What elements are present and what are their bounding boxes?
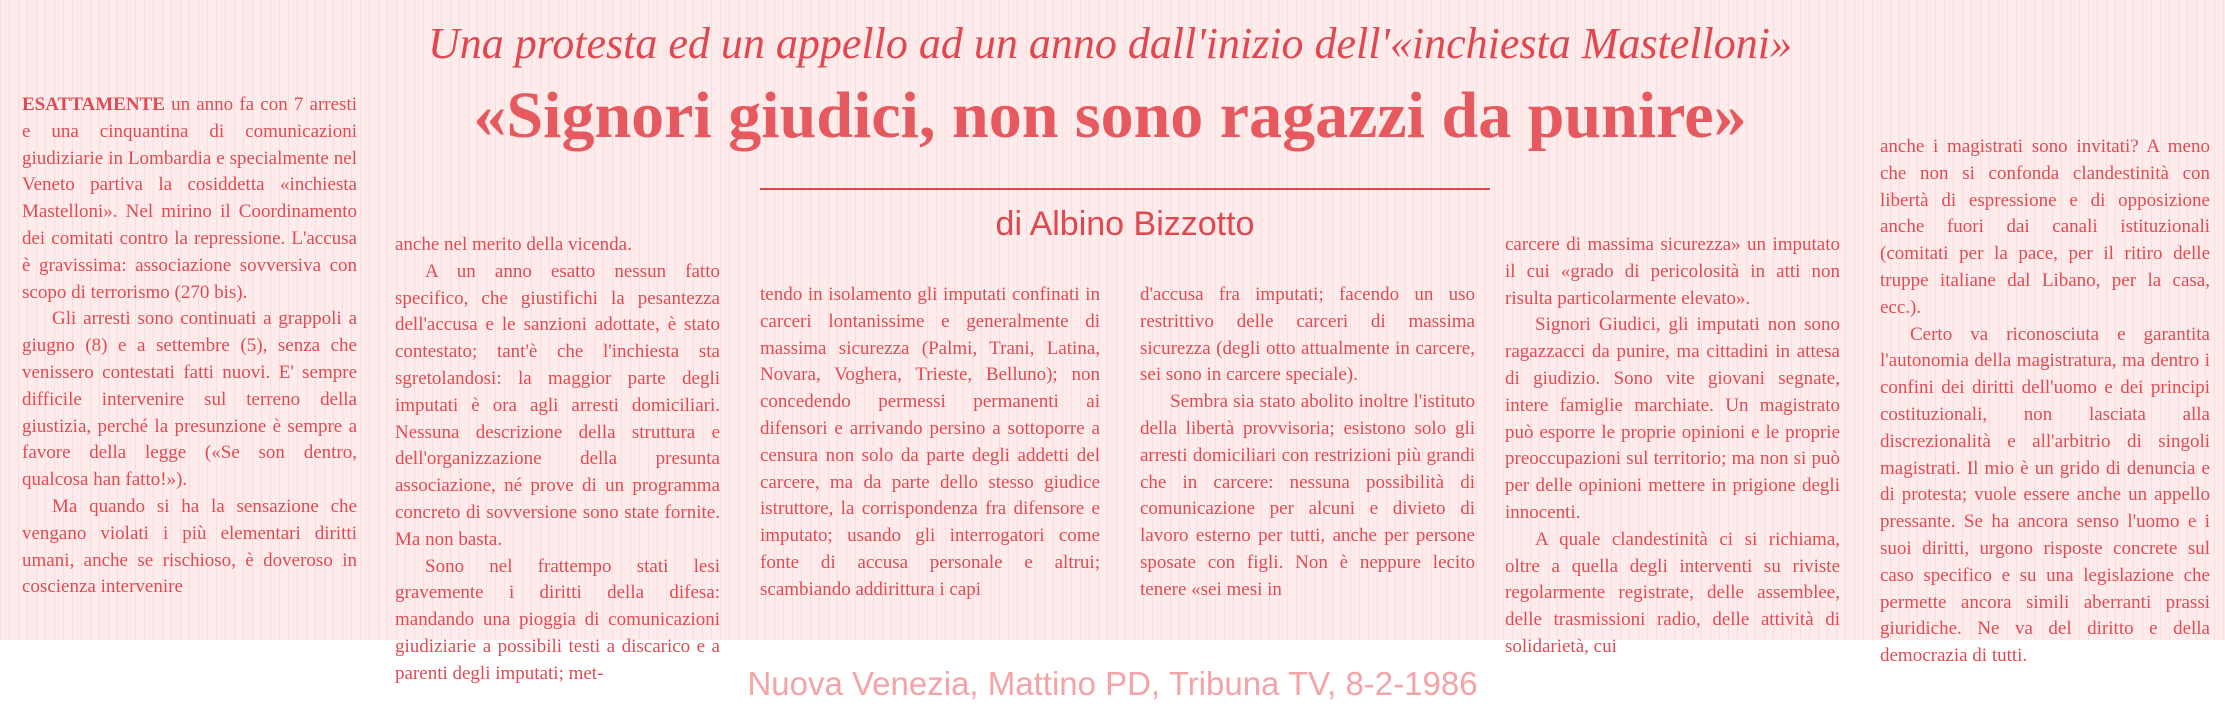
column-2-paragraph-3: Sono nel frattempo stati lesi gravemente i diritti della difesa: mandando una pioggia di comunicazioni giudiziarie a possibili testi a discarico e a parenti degli imputati; met- bbox=[395, 555, 720, 684]
column-2-paragraph-2: A un anno esatto nessun fatto specifico, che giustifichi la pesantezza dell'accusa e le sanzioni adottate, è stato contestato; tant'è che l'inchiesta sta sgretolandosi: la maggior parte degli imputati è ora agli arresti domiciliari. Nessuna descrizione della struttura e dell'organizzazione della presunta associazione, né prove di un programma concreto di sovversione sono state fornite. Ma non basta. bbox=[395, 260, 720, 550]
column-5-paragraph-1: carcere di massima sicurezza» un imputato il cui «grado di pericolosità in atti non risulta particolarmente elevato». bbox=[1505, 234, 1840, 309]
column-4-paragraph-2: Sembra sia stato abolito inoltre l'istituto della libertà provvisoria; esistono solo gli arresti domiciliari con restrizioni più grandi che in carcere: nessuna possibilità di comunicazione per alcuni e divieto di lavoro esterno per tutti, anche per persone sposate con figli. Non è neppure lecito tenere «sei mesi in bbox=[1140, 391, 1475, 600]
article-column-6 bbox=[1880, 134, 2210, 670]
column-3-paragraph-1: tendo in isolamento gli imputati confinati in carceri lontanissime e generalmente di massima sicurezza (Palmi, Trani, Latina, Novara, Voghera, Trieste, Belluno); non concedendo permessi permanenti ai difensori e arrivando persino a sottoporre a censura non solo da parte degli addetti del carcere, ma da parte dello stesso giudice istruttore, la corrispondenza fra difensore e imputato; usando gli interrogatori come fonte di accusa personale e altrui; scambiando addirittura i capi bbox=[760, 284, 1100, 600]
article-column-4 bbox=[1140, 282, 1475, 604]
article-column-1 bbox=[22, 92, 357, 601]
article-byline: di Albino Bizzotto bbox=[995, 205, 1255, 243]
article-column-5 bbox=[1505, 232, 1840, 661]
byline-rule bbox=[760, 188, 1490, 190]
column-6-paragraph-2: Certo va riconosciuta e garantita l'autonomia della magistratura, ma dentro i confini dei diritti dell'uomo e dei principi costituzionali, non lasciata alla discrezionalità e all'arbitrio di singoli magistrati. Il mio è un grido di denuncia e di protesta; vuole essere anche un appello pressante. Se ha ancora senso l'uomo e i suoi diritti, urgono risposte concrete sul caso specifico e su una legislazione che permette ancora simili aberranti prassi giuridiche. Ne va del diritto e della democrazia di tutti. bbox=[1880, 323, 2210, 667]
article-column-3 bbox=[760, 282, 1100, 604]
column-5-paragraph-3: A quale clandestinità ci si richiama, oltre a quella degli interventi su riviste regolarmente registrate, delle assemblee, delle trasmissioni radio, delle attività di solidarietà, cui bbox=[1505, 528, 1840, 657]
article-kicker: Una protesta ed un appello ad un anno dall'inizio dell'«inchiesta Mastelloni» bbox=[428, 19, 1792, 68]
article-headline: «Signori giudici, non sono ragazzi da punire» bbox=[473, 79, 1747, 152]
lead-word: ESATTAMENTE bbox=[22, 94, 165, 115]
column-4-paragraph-1: d'accusa fra imputati; facendo un uso restrittivo delle carceri di massima sicurezza (degli otto attualmente in carcere, sei sono in carcere speciale). bbox=[1140, 284, 1475, 386]
column-1-paragraph-1 bbox=[22, 92, 357, 306]
column-6-paragraph-1: anche i magistrati sono invitati? A meno che non si confonda clandestinità con libertà di espressione e di opposizione anche fuori dai canali istituzionali (comitati per la pace, per il ritiro delle truppe italiane dal Libano, per la casa, ecc.). bbox=[1880, 136, 2210, 318]
column-1-paragraph-3: Ma quando si ha la sensazione che vengano violati i più elementari diritti umani, anche se rischioso, è doveroso in coscienza intervenire bbox=[22, 495, 357, 598]
article-column-2 bbox=[395, 232, 720, 688]
column-5-paragraph-2: Signori Giudici, gli imputati non sono ragazzacci da punire, ma cittadini in attesa di giudizio. Sono vite giovani segnate, intere famiglie marchiate. Un magistrato può esporre le proprie opinioni e le proprie preoccupazioni sul territorio; ma non si può per delle opinioni mettere in prigione degli innocenti. bbox=[1505, 314, 1840, 523]
column-1-paragraph-2: Gli arresti sono continuati a grappoli a giugno (8) e a settembre (5), senza che venissero contestati fatti nuovi. E' sempre difficile intervenire sul terreno della giustizia, perché la presunzione è sempre a favore della legge («Se son dentro, qualcosa han fatto!»). bbox=[22, 308, 357, 491]
column-2-paragraph-1: anche nel merito della vicenda. bbox=[395, 234, 632, 255]
column-1-paragraph-1-text: un anno fa con 7 arresti e una cinquantina di comunicazioni giudiziarie in Lombardia e specialmente nel Veneto partiva la cosiddetta «inchiesta Mastelloni». Nel mirino il Coordinamento dei comitati contro la repressione. L'accusa è gravissima: associazione sovversiva con scopo di terrorismo (270 bis). bbox=[22, 94, 357, 303]
source-caption: Nuova Venezia, Mattino PD, Tribuna TV, 8-2-1986 bbox=[747, 665, 1478, 702]
